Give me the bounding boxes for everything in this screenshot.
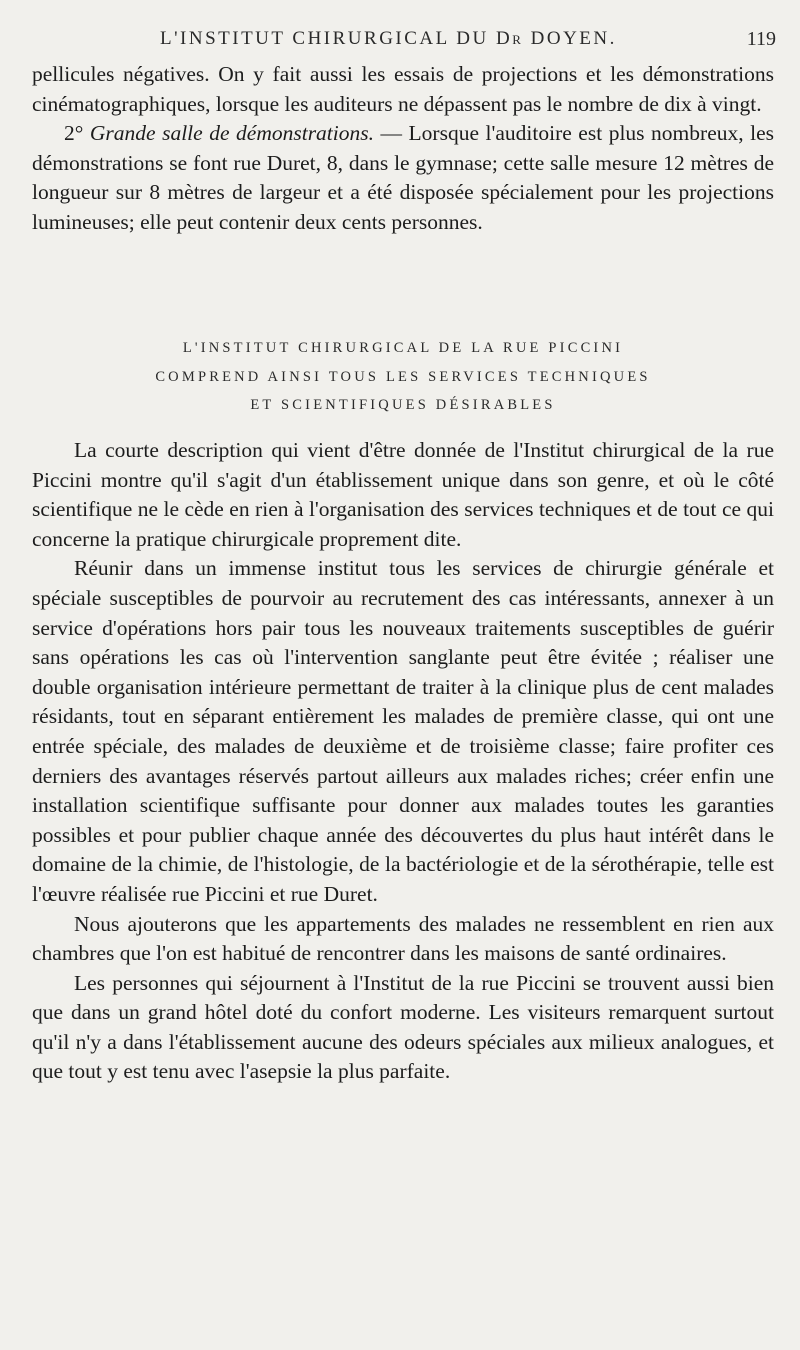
section-heading-line-2: COMPREND AINSI TOUS LES SERVICES TECHNIQUES — [155, 368, 651, 385]
running-title: L'INSTITUT CHIRURGICAL DU Dr DOYEN. — [160, 28, 617, 49]
body-paragraph: Réunir dans un immense institut tous les services de chirurgie générale et spéciale susceptibles de pourvoir au recrutement des cas intéressants, annexer à un service d'opérations hors pair tous les nouveaux traitements susceptibles de guérir sans opérations les cas où l'intervention sanglante peut être évitée ; réaliser une double organisation intérieure permettant de traiter à la clinique plus de cent malades résidants, tout en séparant entièrement les malades de première classe, qui ont une entrée spéciale, des malades de deuxième et de troisième classe; faire profiter ces derniers des avantages réservés partout ailleurs aux malades riches; créer enfin une installation scientifique suffisante pour donner aux malades toutes les garanties possibles et pour publier chaque année des découvertes du plus haut intérêt dans le domaine de la chimie, de l'histologie, de la bactériologie et de la sérothérapie, telle est l'œuvre réalisée rue Piccini et rue Duret. — [32, 556, 774, 906]
running-head — [0, 28, 800, 52]
section-heading-line-1: L'INSTITUT CHIRURGICAL DE LA RUE PICCINI — [182, 340, 624, 356]
body-paragraph: Nous ajouterons que les appartements des malades ne ressemblent en rien aux chambres que l'on est habitué de rencontrer dans les maisons de santé ordinaires. — [32, 911, 774, 966]
section-heading-line-3: ET SCIENTIFIQUES DÉSIRABLES — [250, 397, 556, 413]
item-2-paragraph — [32, 119, 774, 237]
item-2-lead: Grande salle de démonstrations. — [89, 121, 374, 146]
intro-block — [32, 60, 774, 238]
item-2-number: 2° — [64, 121, 84, 146]
continuation-paragraph: pellicules négatives. On y fait aussi les essais de projections et les démonstrations cinématographiques, lorsque les auditeurs ne dépassent pas le nombre de dix à vingt. — [32, 62, 774, 116]
section-body — [32, 436, 774, 1087]
item-2-text: — Lorsque l'auditoire est plus nombreux, les démonstrations se font rue Duret, 8, dans le gymnase; cette salle mesure 12 mètres de longueur sur 8 mètres de largeur et a été disposée spécialement pour les projections lumineuses; elle peut contenir deux cents personnes. — [32, 121, 775, 234]
section-heading — [32, 334, 774, 420]
page-number: 119 — [746, 28, 776, 50]
body-paragraph: Les personnes qui séjournent à l'Institut de la rue Piccini se trouvent aussi bien que dans un grand hôtel doté du confort moderne. Les visiteurs remarquent surtout qu'il n'y a dans l'établissement aucune des odeurs spéciales aux milieux analogues, et que tout y est tenu avec l'asepsie la plus parfaite. — [32, 970, 774, 1084]
body-paragraph: La courte description qui vient d'être donnée de l'Institut chirurgical de la rue Piccini montre qu'il s'agit d'un établissement unique dans son genre, et où le côté scientifique ne le cède en rien à l'organisation des services techniques et de tout ce qui concerne la pratique chirurgicale proprement dite. — [32, 438, 774, 551]
